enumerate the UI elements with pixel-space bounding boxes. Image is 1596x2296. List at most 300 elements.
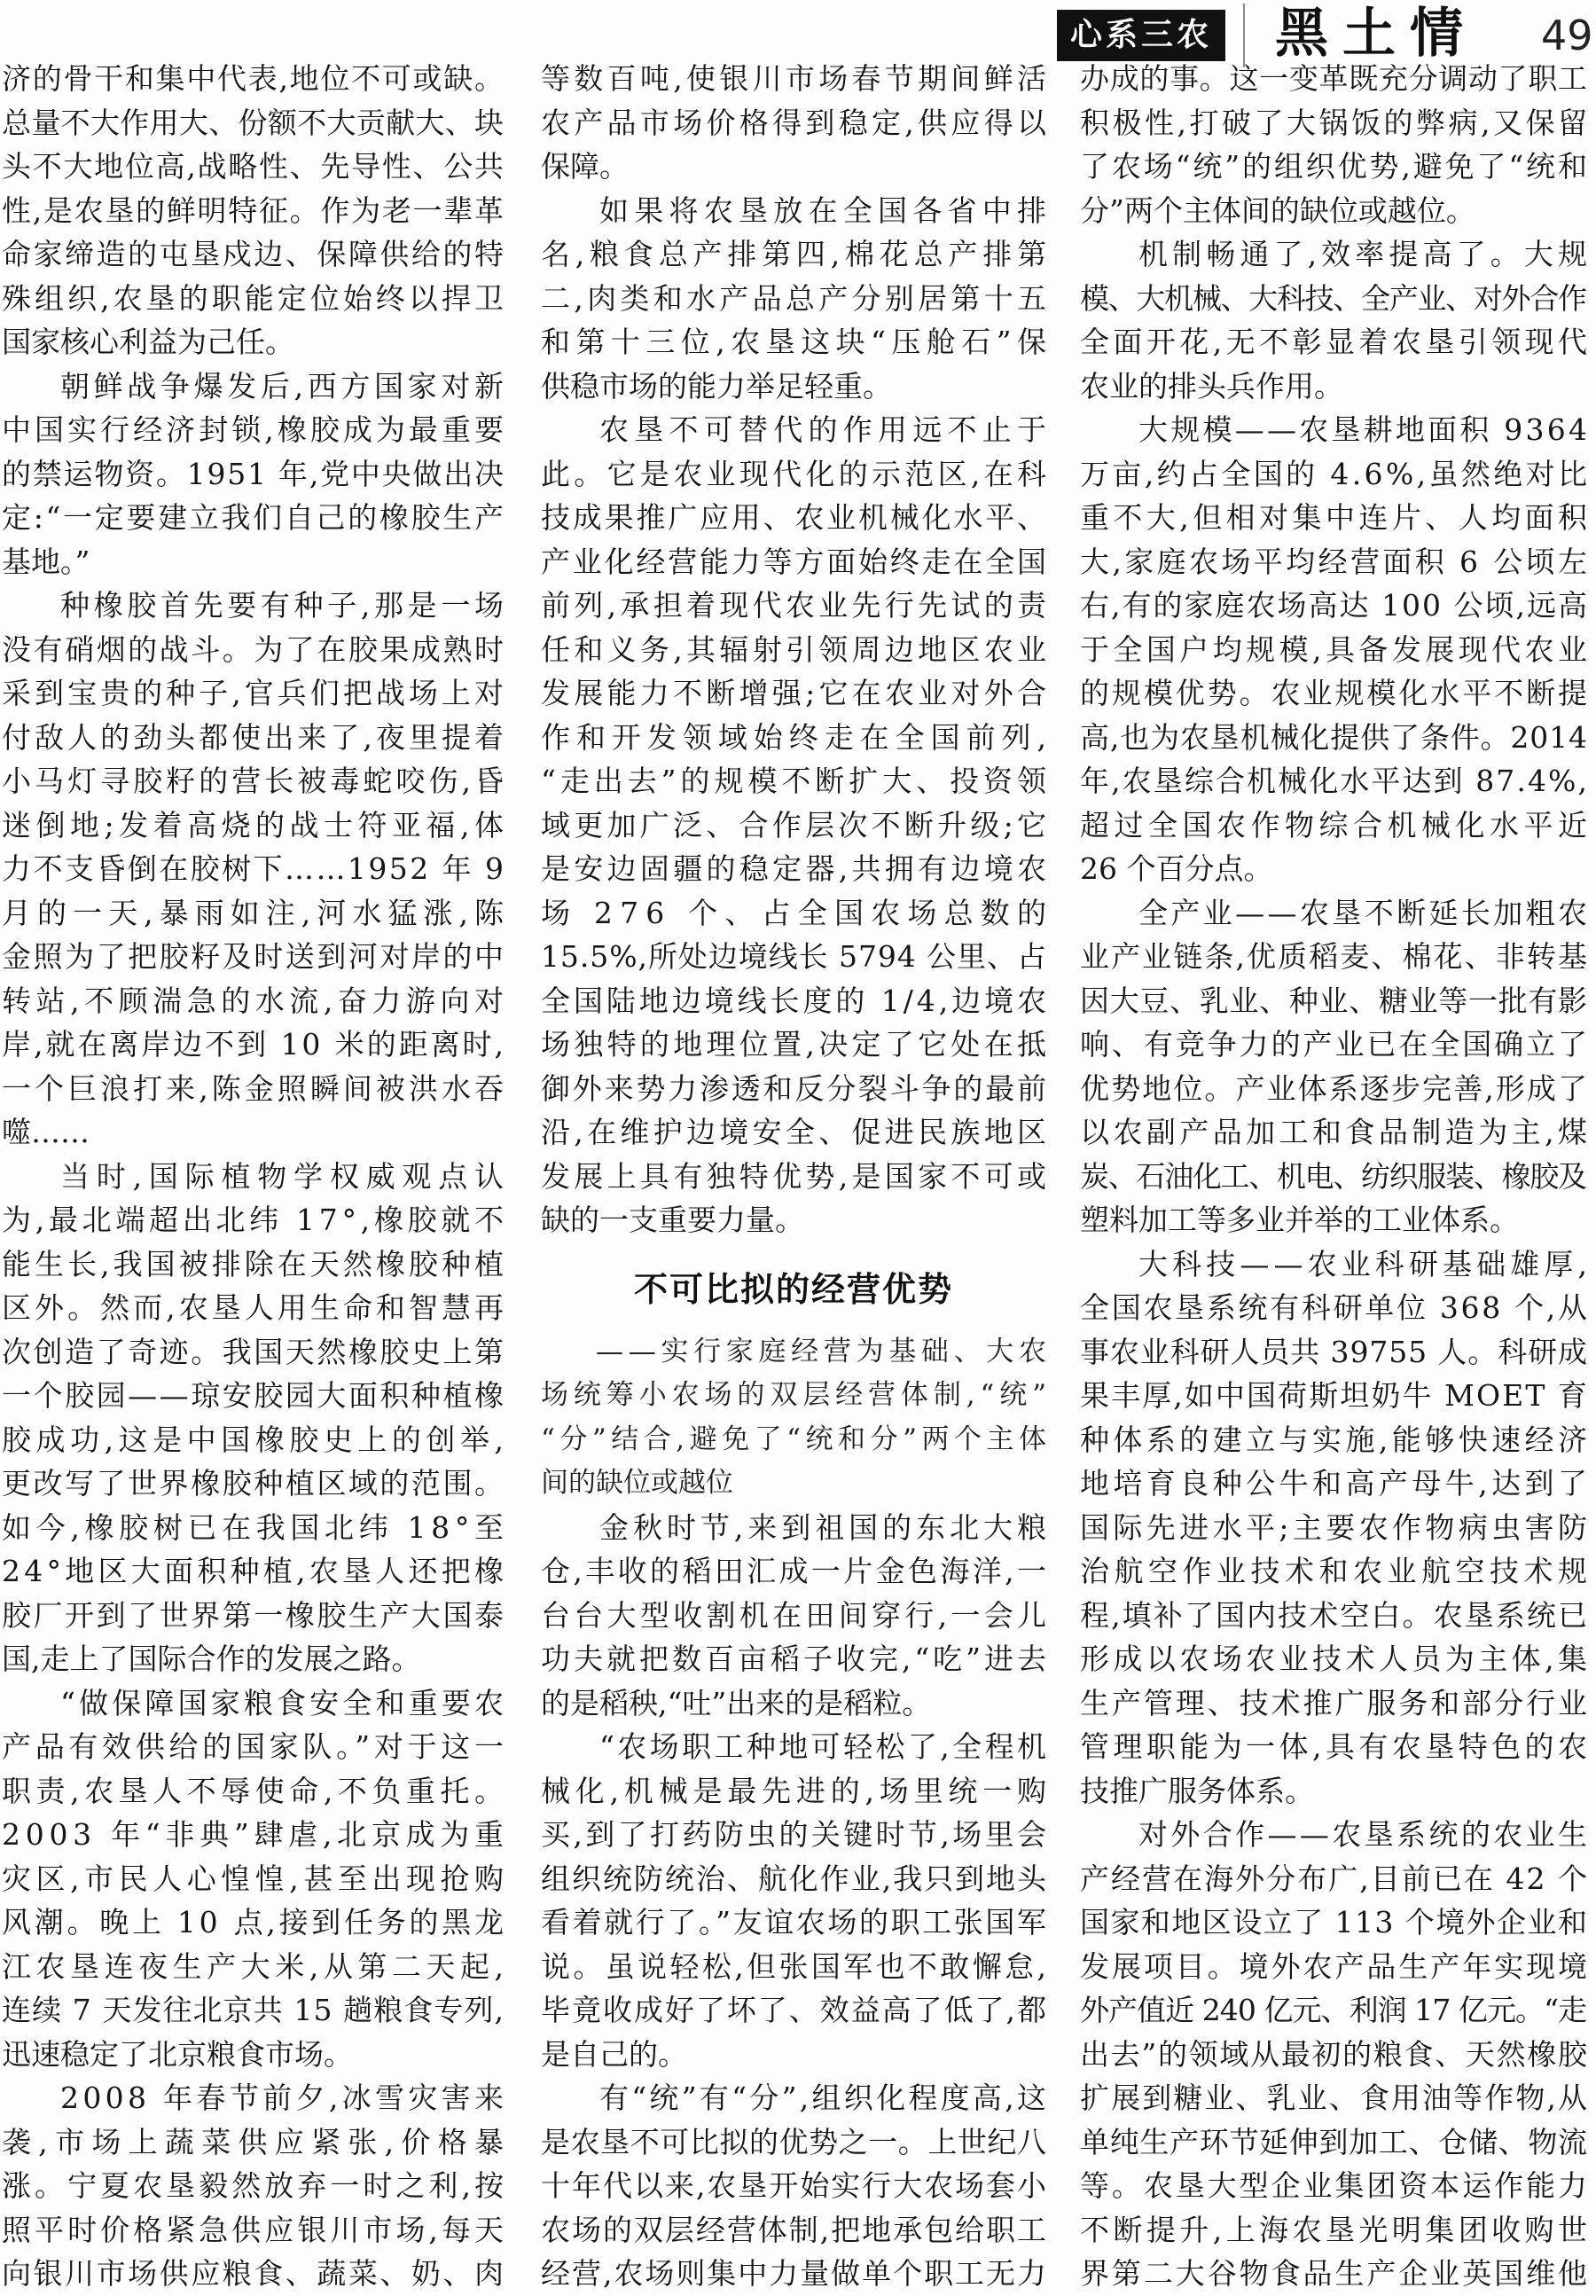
text-line [2,1945,509,1989]
text-line-content: 等。农垦大型企业集团资本运作能力 [1080,2168,1590,2203]
text-line-content: 形成以农场农业技术人员为主体,集 [1080,1642,1592,1676]
text-line [541,803,1051,848]
text-line-content: 大科技——农业科研基础雄厚, [1138,1246,1592,1281]
text-line [541,1725,1050,1769]
text-line [2,1023,504,1067]
text-line-content: 沿,在维护边境安全、促进民族地区 [541,1115,1051,1149]
text-line-content: 果丰厚,如中国荷斯坦奶牛 MOET 育 [1080,1378,1590,1413]
text-line [541,847,1051,891]
text-line [541,2033,1046,2077]
text-line-content: 基地。” [2,544,90,579]
text-line [2,759,508,803]
text-line [2,189,504,233]
text-line-content: 26 个百分点。 [1080,851,1273,886]
column-title: 黑土情 [1275,3,1477,65]
text-line [1080,1549,1592,1594]
text-line-content: 全面开花,无不彰显着农垦引领现代 [1080,325,1592,359]
text-line-content: 前列,承担着现代农业先行先试的责 [541,588,1051,623]
text-line [1080,759,1590,803]
text-line-content: 台台大型收割机在田间穿行,一会儿 [541,1597,1051,1633]
text-line [1080,496,1592,540]
text-line [2,1242,508,1287]
text-line-content: 管理职能为一体,具有农垦特色的农 [1080,1729,1592,1764]
text-line-content: 2003 年“非典”肆虐,北京成为重 [2,1817,509,1852]
text-line [2,101,504,145]
text-line-content: 出去”的领域从最初的粮食、天然橡胶 [1080,2036,1589,2072]
text-line-content: “走出去”的规模不断扩大、投资领 [541,764,1051,798]
text-line-content: 发展能力不断增强;它在农业对外合 [541,676,1051,710]
text-line [541,1374,1052,1418]
text-line [541,628,1051,672]
text-line-content: 中国实行经济封锁,橡胶成为最重要 [2,412,508,447]
paragraph [1080,1813,1592,2296]
text-line [1080,1988,1587,2033]
text-line [1080,1594,1590,1638]
text-line [1080,1286,1590,1330]
text-line [2,935,504,979]
text-line [541,1549,1050,1594]
text-line-content: 力不支昏倒在胶树下……1952 年 9 [2,851,506,886]
text-line [2,2208,508,2253]
text-line [2,2120,512,2165]
text-line [1080,1813,1591,1857]
text-line [2,2033,504,2077]
text-line [1080,320,1592,364]
text-line [1080,57,1587,101]
text-line-content: 名,粮食总产排第四,棉花总产排第 [541,237,1052,271]
text-line-content: 没有硝烟的战斗。为了在胶果成熟时 [2,631,506,667]
text-line-content: 供稳市场的能力举足轻重。 [541,368,892,404]
text-line [1080,935,1590,979]
text-line [541,1023,1051,1067]
text-line-content: 噬…… [2,1115,90,1149]
paragraph [2,2076,512,2296]
text-line-content: 御外来势力渗透和反分裂斗争的最前 [541,1070,1049,1106]
text-line [2,277,508,321]
text-line-content: 头不大地位高,战略性、先导性、公共 [2,149,505,184]
text-line [1080,2120,1587,2165]
text-line-content: 响、有竞争力的产业已在全国确立了 [1080,1027,1590,1062]
text-line-content: 是农垦不可比拟的优势之一。上世纪八 [541,2124,1047,2159]
text-line-content: 组织统防统治、航化作业,我只到地头 [541,1861,1048,1896]
text-line [1080,1242,1592,1287]
text-line [1080,1725,1592,1769]
text-line-content: 生产管理、技术推广服务和部分行业 [1080,1685,1590,1720]
text-line [541,1945,1050,1989]
text-line [2,145,504,189]
text-line [2,1813,509,1857]
text-line [541,1594,1051,1638]
text-line-content: 的禁运物资。1951 年,党中央做出决 [2,456,505,491]
text-line-content: 24°地区大面积种植,农垦人还把橡 [2,1554,508,1588]
text-line-content: 场统筹小农场的双层经营体制,“统” [541,1379,1052,1411]
text-line [541,364,1046,409]
text-line-content: 的规模优势。农业规模化水平不断提 [1080,676,1590,710]
text-line-content: 是安边固疆的稳定器,共拥有边境农 [541,851,1051,886]
text-line-content: 产经营在海外分布广,目前已在 42 个 [1080,1861,1590,1896]
text-line-content: 域更加广泛、合作层次不断升级;它 [541,807,1051,842]
text-line-content: 职责,农垦人不辱使命,不负重托。 [2,1773,509,1808]
text-line-content: 发展上具有独特优势,是国家不可或 [541,1158,1051,1194]
text-line-content: 万亩,约占全国的 4.6%,虽然绝对比 [1080,456,1591,491]
text-line-content: 不断提升,上海农垦光明集团收购世 [1080,2212,1592,2247]
text-line-content: 优势地位。产业体系逐步完善,形成了 [1080,1070,1590,1106]
text-line-content: 业产业链条,优质稻麦、棉花、非转基 [1080,939,1590,974]
text-line [541,1900,1049,1945]
text-line [2,1988,504,2033]
text-line-content: 迅速稳定了北京粮食市场。 [2,2036,353,2072]
text-line-content: 缺的一支重要力量。 [541,1203,804,1237]
text-line-content: 说。虽说轻松,但张国军也不敢懈怠, [541,1948,1050,1984]
text-line [541,759,1051,803]
text-line-content: 以农副产品加工和食品制造为主,煤 [1080,1115,1592,1149]
paragraph [541,1725,1052,2076]
text-line-content: 是自己的。 [541,2036,687,2072]
paragraph [2,1681,509,2077]
text-line-content: 胶厂开到了世界第一橡胶生产大国泰 [2,1597,506,1633]
text-line [541,1110,1051,1155]
text-line-content: 高,也为农垦机械化提供了条件。2014 [1080,719,1588,755]
text-line [2,1461,504,1506]
text-line-content: 胶成功,这是中国橡胶史上的创举, [2,1422,509,1457]
text-line [541,716,1052,760]
text-line-content: 右,有的家庭农场高达 100 公顷,远高 [1080,588,1589,623]
text-line [541,2164,1046,2208]
text-line [1080,671,1590,716]
text-line-content: 因大豆、乳业、种业、糖业等一批有影 [1080,983,1588,1018]
text-line [541,935,1046,979]
text-line [2,891,511,936]
text-line-content: “分”结合,避免了“统和分”两个主体 [541,1422,1052,1455]
column-2-lower-text [541,1506,1052,2296]
text-line [541,1769,1052,1814]
text-line-content: 连续 7 天发往北京共 15 趟粮食专列, [2,1993,505,2027]
text-line [1080,1945,1590,1989]
text-line-content: 程,填补了国内技术空白。农垦系统已 [1080,1597,1590,1633]
paragraph [541,57,1051,189]
text-line [541,1155,1051,1199]
text-line [2,1506,509,1550]
text-line-content: 此。它是农业现代化的示范区,在科 [541,456,1051,491]
text-line [541,671,1051,716]
text-line [2,2164,508,2208]
text-line [541,2252,1046,2296]
text-line-content: 扩展到糖业、乳业、食用油等作物,从 [1080,2081,1590,2115]
text-line [2,671,508,716]
text-line [1080,1900,1587,1945]
text-line-content: 袭,市场上蔬菜供应紧张,价格暴 [2,2124,512,2159]
text-line [1080,891,1591,936]
text-line [541,584,1051,628]
text-line-content: 技成果推广应用、农业机械化水平、 [541,500,1049,535]
text-line-content: 农业的排头兵作用。 [1080,368,1343,404]
text-line [2,1418,509,1462]
section-heading: 不可比拟的经营优势 [633,1269,953,1309]
text-line-content: 15.5%,所处边境线长 5794 公里、占 [541,939,1047,974]
paragraph [541,189,1052,409]
text-line [541,320,1052,364]
text-line-content: 仓,丰收的稻田汇成一片金色海洋,一 [541,1554,1050,1588]
text-line-content: 任和义务,其辐射引领周边地区农业 [541,631,1051,667]
text-line [541,540,1049,584]
text-line [2,452,504,497]
text-line [541,2076,1050,2120]
paragraph [1080,232,1592,408]
text-line [1080,628,1592,672]
text-line-content: 产业化经营能力等方面始终走在全国 [541,544,1049,579]
text-line [541,1461,1046,1506]
text-line [1080,1198,1587,1242]
text-line [2,496,504,540]
text-line [1080,1637,1592,1681]
paragraph [1080,408,1592,891]
text-line [2,979,509,1023]
text-line-content: 分”两个主体间的缺位或越位。 [1080,192,1475,228]
text-line-content: 炭、石油化工、机电、纺织服装、橡胶及 [1080,1158,1586,1194]
text-line [1080,232,1592,277]
text-line-content: 场独特的地理位置,决定了它处在抵 [541,1027,1051,1062]
text-line-content: 超过全国农作物综合机械化水平近 [1080,807,1592,842]
paragraph [2,584,511,1155]
text-line-content: 对外合作——农垦系统的农业生 [1138,1817,1591,1852]
text-line [541,1418,1052,1462]
text-line-content: 年,农垦综合机械化水平达到 87.4%, [1080,764,1590,798]
text-line-content: 外产值近 240 亿元、利润 17 亿元。“走 [1080,1993,1587,2027]
text-line [2,540,504,584]
text-line [1080,1681,1590,1726]
paragraph [2,364,508,584]
text-line-content: 采到宝贵的种子,官兵们把战场上对 [2,676,508,710]
text-line-content: 积极性,打破了大锅饭的弊病,又保留 [1080,105,1591,140]
paragraph [1080,891,1592,1242]
text-line [2,1155,511,1199]
text-line-content: 发展项目。境外农产品生产年实现境 [1080,1948,1590,1984]
text-line-content: 的是稻秧,“吐”出来的是稻粒。 [541,1685,932,1720]
text-line-content: 金照为了把胶籽及时送到河对岸的中 [2,939,506,974]
text-line-content: 重不大,但相对集中连片、人均面积 [1080,500,1592,535]
text-line-content: 当时,国际植物学权威观点认 [60,1158,511,1194]
text-line [1080,145,1590,189]
text-line [541,101,1051,145]
text-line-content: 场 276 个、占全国农场总数的 [541,895,1054,930]
text-line [2,584,508,628]
text-line-content: 单纯生产环节延伸到加工、仓储、物流 [1080,2124,1588,2159]
text-line [1080,803,1592,848]
article-column-2 [541,57,1054,2296]
text-line-content: 有“统”有“分”,组织化程度高,这 [599,2081,1050,2115]
text-line [2,2252,504,2296]
text-line [1080,101,1591,145]
text-line-content: 全产业——农垦不断延长加粗农 [1138,895,1591,930]
paragraph [541,1330,1052,1506]
text-line [541,1198,1046,1242]
text-line-content: 二,肉类和水产品总产分别居第十五 [541,280,1051,316]
text-line-content: 国家核心利益为己任。 [2,325,294,359]
text-line [541,189,1052,233]
text-line [2,1330,504,1375]
text-line-content: 命家缔造的屯垦戍边、保障供给的特 [2,237,506,271]
article-column-1 [2,57,512,2296]
text-line [541,1857,1046,1901]
text-line-content: 国家和地区设立了 113 个境外企业和 [1080,1905,1589,1939]
text-line [2,1637,504,1681]
text-line [2,1857,509,1901]
text-line [1080,1418,1592,1462]
page-number: 49 [1541,12,1593,59]
text-line-content: 技推广服务体系。 [1080,1773,1314,1808]
text-line [1080,1155,1587,1199]
text-line [1080,1330,1587,1375]
text-line-content: 殊组织,农垦的职能定位始终以捍卫 [2,280,508,316]
text-line [1080,847,1587,891]
text-line-content: 风潮。晚上 10 点,接到任务的黑龙 [2,1905,507,1939]
text-line-content: 机制畅通了,效率提高了。大规 [1138,237,1592,271]
text-line-content: 种橡胶首先要有种子,那是一场 [60,588,508,623]
text-line-content: 月的一天,暴雨如注,河水猛涨,陈 [2,895,511,930]
text-line [1080,1461,1592,1506]
text-line [1080,716,1587,760]
paragraph [541,1506,1051,1726]
text-line-content: 买,到了打药防虫的关键时节,场里会 [541,1817,1050,1852]
text-line [541,277,1051,321]
text-line [2,1067,508,1111]
text-line-content: 一个胶园——琼安胶园大面积种植橡 [2,1378,506,1413]
text-line [1080,2076,1590,2120]
text-line-content: 灾区,市民人心惶惶,甚至出现抢购 [2,1861,509,1896]
text-line-content: 毕竟收成好了坏了、效益高了低了,都 [541,1993,1048,2027]
text-line [541,452,1051,497]
text-line-content: 械化,机械是最先进的,场里统一购 [541,1773,1052,1808]
text-line-content: 地培育良种公牛和高产母牛,达到了 [1080,1466,1592,1501]
text-line-content: 向银川市场供应粮食、蔬菜、奶、肉 [2,2256,506,2291]
text-line [2,1681,508,1726]
text-line-content: 如果将农垦放在全国各省中排 [599,192,1052,228]
text-line [2,57,504,101]
text-line [2,232,504,277]
text-line-content: 区外。然而,农垦人用生命和智慧再 [2,1290,508,1325]
text-line [1080,1506,1592,1550]
text-line-content: 保障。 [541,149,629,184]
text-line-content: 等数百吨,使银川市场春节期间鲜活 [541,61,1051,96]
text-line-content: 和第十三位,农垦这块“压舱石”保 [541,325,1052,359]
text-line-content: 于全国户均规模,具备发展现代农业 [1080,631,1592,667]
text-line [1080,584,1587,628]
text-line-content: 事农业科研人员共 39755 人。科研成 [1080,1334,1588,1369]
text-line [2,847,504,891]
text-line-content: 如今,橡胶树已在我国北纬 18°至 [2,1509,509,1545]
text-line-content: 国,走上了国际合作的发展之路。 [2,1642,421,1676]
text-line-content: 大,家庭农场平均经营面积 6 公顷左 [1080,544,1591,579]
text-line [1080,1110,1592,1155]
paragraph [1080,1242,1592,1814]
paragraph [1080,57,1591,232]
text-line-content: 朝鲜战争爆发后,西方国家对新 [60,368,508,404]
paragraph [541,408,1054,1242]
text-line [541,496,1049,540]
text-line [541,891,1054,936]
text-line-content: 经营,农场则集中力量做单个职工无力 [541,2256,1048,2291]
text-line-content: 种体系的建立与实施,能够快速经济 [1080,1422,1592,1457]
text-line-content: 付敌人的劲头都使出来了,夜里提着 [2,719,508,755]
text-line-content: 农场的双层经营体制,把地承包给职工 [541,2212,1048,2247]
text-line [2,320,504,364]
text-line [1080,189,1587,233]
text-line [541,1813,1050,1857]
text-line-content: 间的缺位或越位 [541,1467,733,1499]
text-line [2,1594,504,1638]
text-line [541,2120,1046,2165]
text-line [1080,2208,1592,2253]
text-line-content: 次创造了奇迹。我国天然橡胶史上第 [2,1334,506,1369]
text-line [2,2076,508,2120]
text-line-content: 一个巨浪打来,陈金照瞬间被洪水吞 [2,1070,508,1106]
text-line [2,364,508,409]
text-line-content: 总量不大作用大、份额不大贡献大、块 [2,105,505,140]
text-line [541,1330,1052,1375]
text-line [1080,452,1591,497]
text-line-content: 涨。宁夏农垦毅然放弃一时之利,按 [2,2168,508,2203]
text-line-content: 界第二大谷物食品生产企业英国维他 [1080,2256,1590,2291]
text-line-content: 定:“一定要建立我们自己的橡胶生产 [2,500,506,535]
text-line [541,1506,1051,1550]
text-line-content: 为,最北端超出北纬 17°,橡胶就不 [2,1203,508,1237]
text-line [1080,364,1587,409]
text-line [1080,979,1587,1023]
text-line-content: 济的骨干和集中代表,地位不可或缺。 [2,61,505,96]
text-line [1080,1067,1590,1111]
text-line-content: 作和开发领域始终走在全国前列, [541,719,1052,755]
text-line [1080,1769,1587,1814]
text-line [2,716,508,760]
article-column-3 [1080,57,1592,2296]
text-line-content: 国际先进水平;主要农作物病虫害防 [1080,1509,1592,1545]
text-line [2,803,509,848]
text-line-content: 农产品市场价格得到稳定,供应得以 [541,105,1051,140]
text-line [1080,2033,1587,2077]
text-line [1080,1857,1590,1901]
text-line [541,979,1050,1023]
text-line-content: 模、大机械、大科技、全产业、对外合作 [1080,280,1586,316]
text-line-content: 迷倒地;发着高烧的战士符亚福,体 [2,807,509,842]
paragraph [541,2076,1050,2296]
text-line [541,232,1052,277]
text-line [1080,408,1591,452]
text-line [1080,540,1591,584]
text-line-content: 能生长,我国被排除在天然橡胶种植 [2,1246,508,1281]
paragraph [2,1155,511,1681]
text-line [2,1769,509,1814]
text-line-content: 功夫就把数百亩稻子收完,“吃”进去 [541,1642,1050,1676]
text-line-content: “做保障国家粮食安全和重要农 [60,1685,508,1720]
text-line-content: 治航空作业技术和农业航空技术规 [1080,1554,1592,1588]
text-line [2,408,508,452]
text-line-content: 小马灯寻胶籽的营长被毒蛇咬伤,昏 [2,764,508,798]
text-line-content: 十年代以来,农垦开始实行大农场套小 [541,2168,1048,2203]
text-line [541,1637,1050,1681]
text-line [541,1988,1046,2033]
text-line [1080,1023,1590,1067]
text-line-content: 农垦不可替代的作用远不止于 [599,412,1052,447]
text-line [1080,1374,1590,1418]
column-2-upper-text [541,57,1054,1242]
text-line [2,1374,504,1418]
section-badge: 心系三农 [1057,10,1225,61]
text-line-content: 了农场“统”的组织优势,避免了“统和 [1080,149,1590,184]
text-line [541,1681,1046,1726]
section-subheading [541,1330,1052,1506]
section-heading-block [541,1242,1046,1330]
text-line-content: “农场职工种地可轻松了,全程机 [599,1729,1050,1764]
